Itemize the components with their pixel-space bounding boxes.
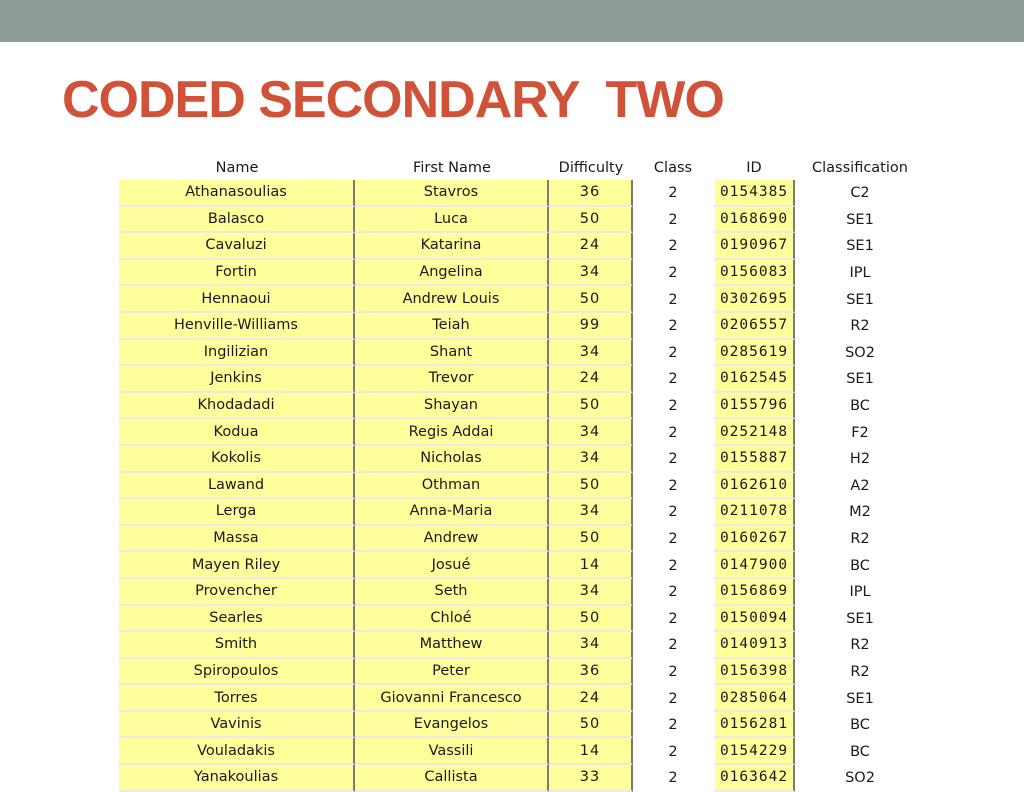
classification-cell: F2: [795, 419, 925, 446]
classification-cell: C2: [795, 180, 925, 207]
first-name-cell: Giovanni Francesco: [355, 685, 549, 712]
classification-cell: SE1: [795, 685, 925, 712]
classification-cell: SE1: [795, 207, 925, 234]
table-row: [119, 632, 925, 659]
first-name-cell: Katarina: [355, 233, 549, 260]
class-cell: 2: [633, 526, 713, 553]
id-cell: 0252148: [713, 419, 795, 446]
classification-cell: BC: [795, 738, 925, 765]
top-bar: [0, 0, 1024, 42]
table-row: [119, 340, 925, 367]
id-cell: 0211078: [713, 499, 795, 526]
table-row: [119, 473, 925, 500]
class-cell: 2: [633, 632, 713, 659]
difficulty-cell: 50: [549, 473, 633, 500]
class-cell: 2: [633, 446, 713, 473]
first-name-cell: Seth: [355, 579, 549, 606]
class-cell: 2: [633, 579, 713, 606]
difficulty-cell: 24: [549, 233, 633, 260]
classification-cell: R2: [795, 313, 925, 340]
classification-header: Classification: [795, 156, 925, 180]
id-cell: 0160267: [713, 526, 795, 553]
table-row: [119, 552, 925, 579]
id-cell: 0140913: [713, 632, 795, 659]
table-row: [119, 526, 925, 553]
class-cell: 2: [633, 313, 713, 340]
id-cell: 0302695: [713, 286, 795, 313]
class-cell: 2: [633, 260, 713, 287]
first-name-cell: Othman: [355, 473, 549, 500]
first-name-cell: Anna-Maria: [355, 499, 549, 526]
difficulty-cell: 34: [549, 419, 633, 446]
slide-title: CODED SECONDARY TWO: [62, 71, 724, 129]
class-cell: 2: [633, 659, 713, 686]
first-name-cell: Nicholas: [355, 446, 549, 473]
table-header: [119, 156, 925, 180]
first-name-cell: Vassili: [355, 738, 549, 765]
classification-cell: IPL: [795, 579, 925, 606]
name-header: Name: [119, 156, 355, 180]
name-cell: Torres: [119, 685, 355, 712]
id-cell: 0162545: [713, 366, 795, 393]
first-name-header: First Name: [355, 156, 549, 180]
table-row: [119, 313, 925, 340]
difficulty-cell: 34: [549, 579, 633, 606]
name-cell: Balasco: [119, 207, 355, 234]
difficulty-cell: 14: [549, 738, 633, 765]
table-row: [119, 712, 925, 739]
id-cell: 0147900: [713, 552, 795, 579]
difficulty-cell: 34: [549, 632, 633, 659]
classification-cell: H2: [795, 446, 925, 473]
id-cell: 0190967: [713, 233, 795, 260]
first-name-cell: Shant: [355, 340, 549, 367]
id-cell: 0206557: [713, 313, 795, 340]
name-cell: Yanakoulias: [119, 765, 355, 792]
class-cell: 2: [633, 606, 713, 633]
difficulty-cell: 14: [549, 552, 633, 579]
id-cell: 0156281: [713, 712, 795, 739]
class-cell: 2: [633, 233, 713, 260]
name-cell: Lerga: [119, 499, 355, 526]
difficulty-header: Difficulty: [549, 156, 633, 180]
classification-cell: SE1: [795, 233, 925, 260]
id-cell: 0156869: [713, 579, 795, 606]
class-cell: 2: [633, 180, 713, 207]
classification-cell: SE1: [795, 606, 925, 633]
difficulty-cell: 34: [549, 499, 633, 526]
table-row: [119, 260, 925, 287]
id-cell: 0150094: [713, 606, 795, 633]
id-cell: 0162610: [713, 473, 795, 500]
id-cell: 0154229: [713, 738, 795, 765]
difficulty-cell: 34: [549, 340, 633, 367]
first-name-cell: Callista: [355, 765, 549, 792]
classification-cell: BC: [795, 552, 925, 579]
id-cell: 0155796: [713, 393, 795, 420]
table-row: [119, 286, 925, 313]
table-row: [119, 180, 925, 207]
difficulty-cell: 34: [549, 260, 633, 287]
difficulty-cell: 99: [549, 313, 633, 340]
difficulty-cell: 50: [549, 712, 633, 739]
table-row: [119, 233, 925, 260]
classification-cell: A2: [795, 473, 925, 500]
name-cell: Kodua: [119, 419, 355, 446]
first-name-cell: Regis Addai: [355, 419, 549, 446]
classification-cell: R2: [795, 526, 925, 553]
student-table: [119, 156, 925, 792]
difficulty-cell: 36: [549, 659, 633, 686]
first-name-cell: Luca: [355, 207, 549, 234]
difficulty-cell: 50: [549, 526, 633, 553]
id-header: ID: [713, 156, 795, 180]
class-cell: 2: [633, 765, 713, 792]
name-cell: Kokolis: [119, 446, 355, 473]
classification-cell: IPL: [795, 260, 925, 287]
name-cell: Khodadadi: [119, 393, 355, 420]
name-cell: Spiropoulos: [119, 659, 355, 686]
first-name-cell: Shayan: [355, 393, 549, 420]
class-cell: 2: [633, 393, 713, 420]
id-cell: 0285619: [713, 340, 795, 367]
name-cell: Searles: [119, 606, 355, 633]
class-cell: 2: [633, 712, 713, 739]
first-name-cell: Angelina: [355, 260, 549, 287]
first-name-cell: Josué: [355, 552, 549, 579]
name-cell: Lawand: [119, 473, 355, 500]
difficulty-cell: 33: [549, 765, 633, 792]
classification-cell: SE1: [795, 286, 925, 313]
first-name-cell: Teiah: [355, 313, 549, 340]
name-cell: Mayen Riley: [119, 552, 355, 579]
table-row: [119, 606, 925, 633]
classification-cell: M2: [795, 499, 925, 526]
id-cell: 0155887: [713, 446, 795, 473]
table-row: [119, 419, 925, 446]
id-cell: 0168690: [713, 207, 795, 234]
classification-cell: R2: [795, 632, 925, 659]
id-cell: 0156398: [713, 659, 795, 686]
difficulty-cell: 34: [549, 446, 633, 473]
difficulty-cell: 50: [549, 393, 633, 420]
difficulty-cell: 36: [549, 180, 633, 207]
class-cell: 2: [633, 499, 713, 526]
name-cell: Henville-Williams: [119, 313, 355, 340]
table-row: [119, 366, 925, 393]
first-name-cell: Chloé: [355, 606, 549, 633]
first-name-cell: Andrew: [355, 526, 549, 553]
class-cell: 2: [633, 738, 713, 765]
name-cell: Massa: [119, 526, 355, 553]
class-cell: 2: [633, 207, 713, 234]
name-cell: Provencher: [119, 579, 355, 606]
class-cell: 2: [633, 286, 713, 313]
id-cell: 0156083: [713, 260, 795, 287]
name-cell: Ingilizian: [119, 340, 355, 367]
class-cell: 2: [633, 552, 713, 579]
class-cell: 2: [633, 419, 713, 446]
first-name-cell: Evangelos: [355, 712, 549, 739]
difficulty-cell: 50: [549, 286, 633, 313]
name-cell: Smith: [119, 632, 355, 659]
table-body: [119, 180, 925, 792]
name-cell: Jenkins: [119, 366, 355, 393]
id-cell: 0163642: [713, 765, 795, 792]
class-cell: 2: [633, 685, 713, 712]
table-row: [119, 659, 925, 686]
class-cell: 2: [633, 366, 713, 393]
table-row: [119, 446, 925, 473]
table-row: [119, 738, 925, 765]
classification-cell: SE1: [795, 366, 925, 393]
table-row: [119, 765, 925, 792]
first-name-cell: Stavros: [355, 180, 549, 207]
table-row: [119, 685, 925, 712]
classification-cell: BC: [795, 393, 925, 420]
classification-cell: SO2: [795, 765, 925, 792]
first-name-cell: Andrew Louis: [355, 286, 549, 313]
difficulty-cell: 24: [549, 366, 633, 393]
table-row: [119, 499, 925, 526]
table-row: [119, 207, 925, 234]
classification-cell: R2: [795, 659, 925, 686]
difficulty-cell: 50: [549, 207, 633, 234]
class-cell: 2: [633, 340, 713, 367]
classification-cell: SO2: [795, 340, 925, 367]
name-cell: Vouladakis: [119, 738, 355, 765]
header-row: [119, 156, 925, 180]
name-cell: Hennaoui: [119, 286, 355, 313]
first-name-cell: Matthew: [355, 632, 549, 659]
name-cell: Athanasoulias: [119, 180, 355, 207]
class-cell: 2: [633, 473, 713, 500]
id-cell: 0285064: [713, 685, 795, 712]
difficulty-cell: 24: [549, 685, 633, 712]
classification-cell: BC: [795, 712, 925, 739]
table-row: [119, 579, 925, 606]
first-name-cell: Trevor: [355, 366, 549, 393]
first-name-cell: Peter: [355, 659, 549, 686]
table-row: [119, 393, 925, 420]
name-cell: Fortin: [119, 260, 355, 287]
class-header: Class: [633, 156, 713, 180]
name-cell: Vavinis: [119, 712, 355, 739]
difficulty-cell: 50: [549, 606, 633, 633]
name-cell: Cavaluzi: [119, 233, 355, 260]
id-cell: 0154385: [713, 180, 795, 207]
